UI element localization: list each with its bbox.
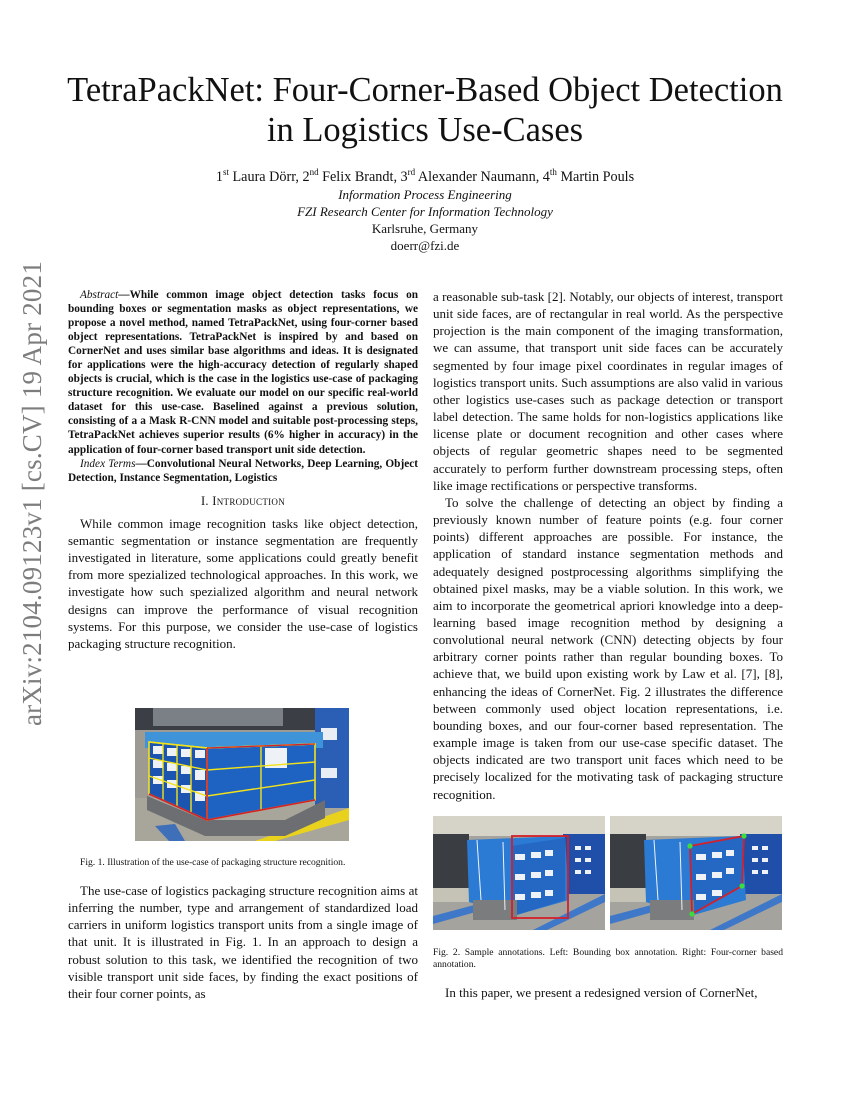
index-terms-text: —Convolutional Neural Networks, Deep Learning, Object Detection, Instance Segmentation, Logistics xyxy=(68,457,419,484)
abstract-label: Abstract xyxy=(80,289,119,301)
location: Karlsruhe, Germany xyxy=(371,221,479,236)
figure-1-image xyxy=(135,708,349,841)
arxiv-identifier: arXiv:2104.09123v1 [cs.CV] 19 Apr 2021 xyxy=(17,260,48,726)
author: 3rd Alexander Naumann xyxy=(400,167,536,185)
left-column-continued xyxy=(68,882,418,1002)
abstract xyxy=(68,288,418,457)
author-list: 1st Laura Dörr, 2nd Felix Brandt, 3rd Alexander Naumann, 4th Martin Pouls xyxy=(215,167,635,185)
figure-2-left-image xyxy=(433,816,605,930)
email-link[interactable]: doerr@fzi.de xyxy=(390,238,460,253)
author: 4th Martin Pouls xyxy=(542,167,635,185)
intro-paragraph-4: In this paper, we present a redesigned version of CornerNet, xyxy=(445,985,758,1000)
author: 1st Laura Dörr xyxy=(215,167,296,185)
figure-2-right-image xyxy=(610,816,782,930)
intro-paragraph-3: To solve the challenge of detecting an object by finding a previously known number of feature points (e.g. four corner points) different approaches are possible. For instance, the application of standard instance segmentation methods and adequately designed postprocessing algorithms simplifying the obtained pixel masks, may be a viable solution. In this work, we aim to incorporate the geometrical apriori knowledge into a deep-learning based image recognition method by designing a convolutional neural network (CNN) detecting objects by four arbitrary corner points rather than regular bounding boxes. To achieve that, we build upon existing work by Law et al. [7], [8], enhancing the ideas of CornerNet. Fig. 2 illustrates the difference between commonly used object location representations, i.e. bounding boxes, and our four-corner based representation. The example image is taken from our use-case specific dataset. The objects indicated are two transport unit faces which need to be precisely localized for the motivating task of packaging structure recognition. xyxy=(433,494,783,802)
intro-paragraph-2-continued: a reasonable sub-task [2]. Notably, our objects of interest, transport unit side faces, are of rectangular in real world. As the perspective projection is the main component of the imaging transformation, we can assume, that transport unit side faces can be accurately segmented by four image pixel coordinates in regular images of logistics transport units. Such assumptions are also valid in various other logistics use-cases such as package detection or transport label detection. The same holds for non-logistics applications like license plate or document recognition and other cases where objects of regular geometric shapes need to be segmented accurately to perform further downstream processing steps, often like image rectifications or perspective transforms. xyxy=(433,289,783,493)
title-line-2: in Logistics Use-Cases xyxy=(266,111,584,149)
corner-point-icon xyxy=(741,833,746,838)
abstract-text: —While common image object detection tasks focus on bounding boxes or segmentation masks as object representations, we propose a novel method, named TetraPackNet, using four-corner based object representations. TetraPackNet is inspired by and based on CornerNet and uses similar base algorithms and ideas. It is designated for applications were the high-accuracy detection of regularly shaped objects is crucial, which is the case in the logistics use-case of packaging structure recognition. We evaluate our model on our specific real-world dataset for this use-case. Baselined against a previous solution, consisting of a a Mask R-CNN model and suitable post-processing steps, TetraPackNet achieves superior results (6% higher in accuracy) in the application of four-corner based transport unit side detection. xyxy=(68,289,418,456)
intro-paragraph-2: The use-case of logistics packaging structure recognition aims at inferring the number, type and arrangement of standardized load carriers in uniform logistics transport units from a single image of that unit. It is illustrated in Fig. 1. In an approach to design a robust solution to this task, we identified the recognition of two visible transport unit side faces, by finding the exact positions of their four corner points, as xyxy=(68,883,418,1001)
pallet-photo-illustration xyxy=(135,708,349,841)
corner-point-icon xyxy=(739,883,744,888)
left-column xyxy=(68,288,418,652)
institution: FZI Research Center for Information Technology xyxy=(297,204,553,219)
index-terms-label: Index Terms xyxy=(80,457,136,470)
paper-title xyxy=(40,70,810,150)
figure-2-caption: Fig. 2. Sample annotations. Left: Bounding box annotation. Right: Four-corner based annotation. xyxy=(433,947,783,970)
corner-point-icon xyxy=(689,911,694,916)
right-column-continued xyxy=(433,984,783,1001)
bounding-box-annotation-photo xyxy=(433,816,605,930)
arxiv-stamp xyxy=(13,260,53,726)
corner-point-icon xyxy=(687,843,692,848)
department: Information Process Engineering xyxy=(338,187,512,202)
intro-paragraph-1: While common image recognition tasks like object detection, semantic segmentation or instance segmentation are frequently investigated in literature, some applications could greatly benefit from more spezialized technological approaches. In this work, we investigate how such spezialized algorithm and neural network designs can improve the performance of visual recognition systems. For this purpose, we consider the use-case of logistics packaging structure recognition. xyxy=(68,515,418,651)
section-heading-introduction: I. Introduction xyxy=(200,493,286,508)
index-terms xyxy=(68,457,418,485)
title-line-1: TetraPackNet: Four-Corner-Based Object Detection xyxy=(67,71,783,109)
four-corner-annotation-photo xyxy=(610,816,782,930)
figure-1-caption: Fig. 1. Illustration of the use-case of packaging structure recognition. xyxy=(80,857,346,868)
right-column xyxy=(433,288,783,803)
author: 2nd Felix Brandt xyxy=(302,167,394,185)
